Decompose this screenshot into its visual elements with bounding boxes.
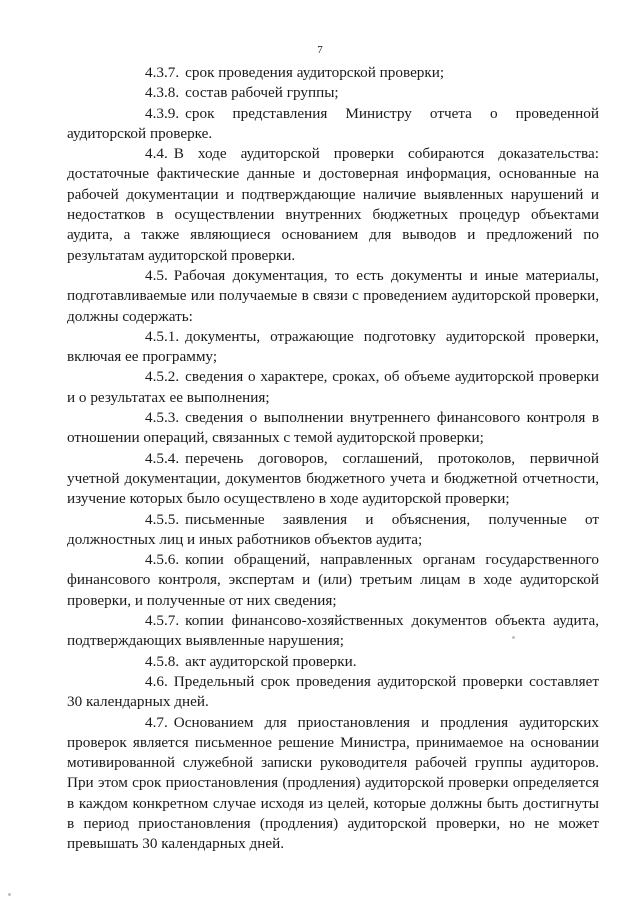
- clause-number: 4.3.7.: [145, 64, 180, 81]
- paragraph-4-7: [67, 713, 599, 855]
- clause-number: 4.7.: [145, 713, 168, 731]
- clause-text: Предельный срок проведения аудиторской проверки составляет 30 календарных дней.: [67, 672, 599, 711]
- clause-number: 4.4.: [145, 145, 168, 163]
- clause-text: копии обращений, направленных органам государственного финансового контроля, экспертам и (или) третьим лицам в ходе аудиторской проверки, и полученные от них сведения;: [67, 551, 599, 609]
- paragraph-4-5-3: [67, 408, 599, 449]
- clause-text: документы, отражающие подготовку аудиторской проверки, включая ее программу;: [67, 327, 599, 366]
- paragraph-4-5-4: [67, 449, 599, 510]
- paragraph-4-5-7: [67, 611, 599, 652]
- clause-number: 4.5.5.: [145, 510, 180, 528]
- paragraph-4-5-8: [67, 652, 599, 672]
- paragraph-4-6: [67, 672, 599, 713]
- clause-number: 4.3.8.: [145, 84, 180, 102]
- paragraph-4-5-6: [67, 550, 599, 611]
- clause-text: состав рабочей группы;: [185, 84, 339, 102]
- clause-text: акт аудиторской проверки.: [185, 652, 357, 670]
- scan-artifact-dot: [512, 636, 515, 639]
- clause-text: перечень договоров, соглашений, протоколов, первичной учетной документации, документов бюджетного учета и бюджетной отчетности, изучение которых было осуществлено в ходе аудиторской проверки;: [67, 449, 599, 508]
- paragraph-4-3-9: [67, 104, 599, 145]
- clause-text: письменные заявления и объяснения, полученные от должностных лиц и иных работников объектов аудита;: [67, 510, 599, 548]
- paragraph-4-4: [67, 144, 599, 266]
- scan-artifact-dot: [8, 893, 11, 896]
- clause-text: В ходе аудиторской проверки собираются доказательства: достаточные фактические данные и достоверная информация, основанные на рабочей документации и подтверждающие наличие выявленных нарушений и недостатков в осуществлении внутренних бюджетных процедур объектами аудита, а также являющиеся основанием для выводов и предложений по результатам аудиторской проверки.: [67, 145, 599, 264]
- clause-number: 4.5.7.: [145, 612, 180, 630]
- page-number: 7: [317, 44, 323, 56]
- clause-number: 4.5.3.: [145, 409, 180, 427]
- clause-text: сведения о выполнении внутреннего финансового контроля в отношении операций, связанных с темой аудиторской проверки;: [67, 409, 599, 447]
- clause-text: срок проведения аудиторской проверки;: [185, 64, 445, 81]
- paragraph-4-3-7: [67, 63, 599, 83]
- clause-number: 4.5.6.: [145, 551, 180, 569]
- clause-text: Основанием для приостановления и продления аудиторских проверок является письменное решение Министра, принимаемое на основании мотивированной служебной записки руководителя рабочей группы аудиторов. При этом срок приостановления (продления) аудиторской проверки определяется в каждом конкретном случае исходя из целей, которые должны быть достигнуты в период приостановления (продления) аудиторской проверки, но не может превышать 30 календарных дней.: [67, 713, 599, 853]
- clause-text: срок представления Министру отчета о проведенной аудиторской проверке.: [67, 104, 599, 142]
- clause-number: 4.5.8.: [145, 652, 180, 670]
- clause-text: копии финансово-хозяйственных документов объекта аудита, подтверждающих выявленные нарушения;: [67, 612, 599, 650]
- clause-number: 4.5.: [145, 266, 168, 284]
- document-body: [67, 63, 599, 855]
- paragraph-4-5-1: [67, 327, 599, 368]
- paragraph-4-5: [67, 266, 599, 327]
- clause-number: 4.3.9.: [145, 104, 180, 122]
- clause-number: 4.6.: [145, 672, 168, 690]
- clause-number: 4.5.4.: [145, 449, 180, 467]
- clause-number: 4.5.1.: [145, 327, 180, 345]
- paragraph-4-5-2: [67, 367, 599, 408]
- paragraph-4-3-8: [67, 83, 599, 103]
- clause-text: сведения о характере, сроках, об объеме аудиторской проверки и о результатах ее выполнения;: [67, 368, 599, 406]
- clause-number: 4.5.2.: [145, 368, 180, 386]
- clause-text: Рабочая документация, то есть документы и иные материалы, подготавливаемые или получаемые в связи с проведением аудиторской проверки, должны содержать:: [67, 266, 599, 325]
- paragraph-4-5-5: [67, 510, 599, 551]
